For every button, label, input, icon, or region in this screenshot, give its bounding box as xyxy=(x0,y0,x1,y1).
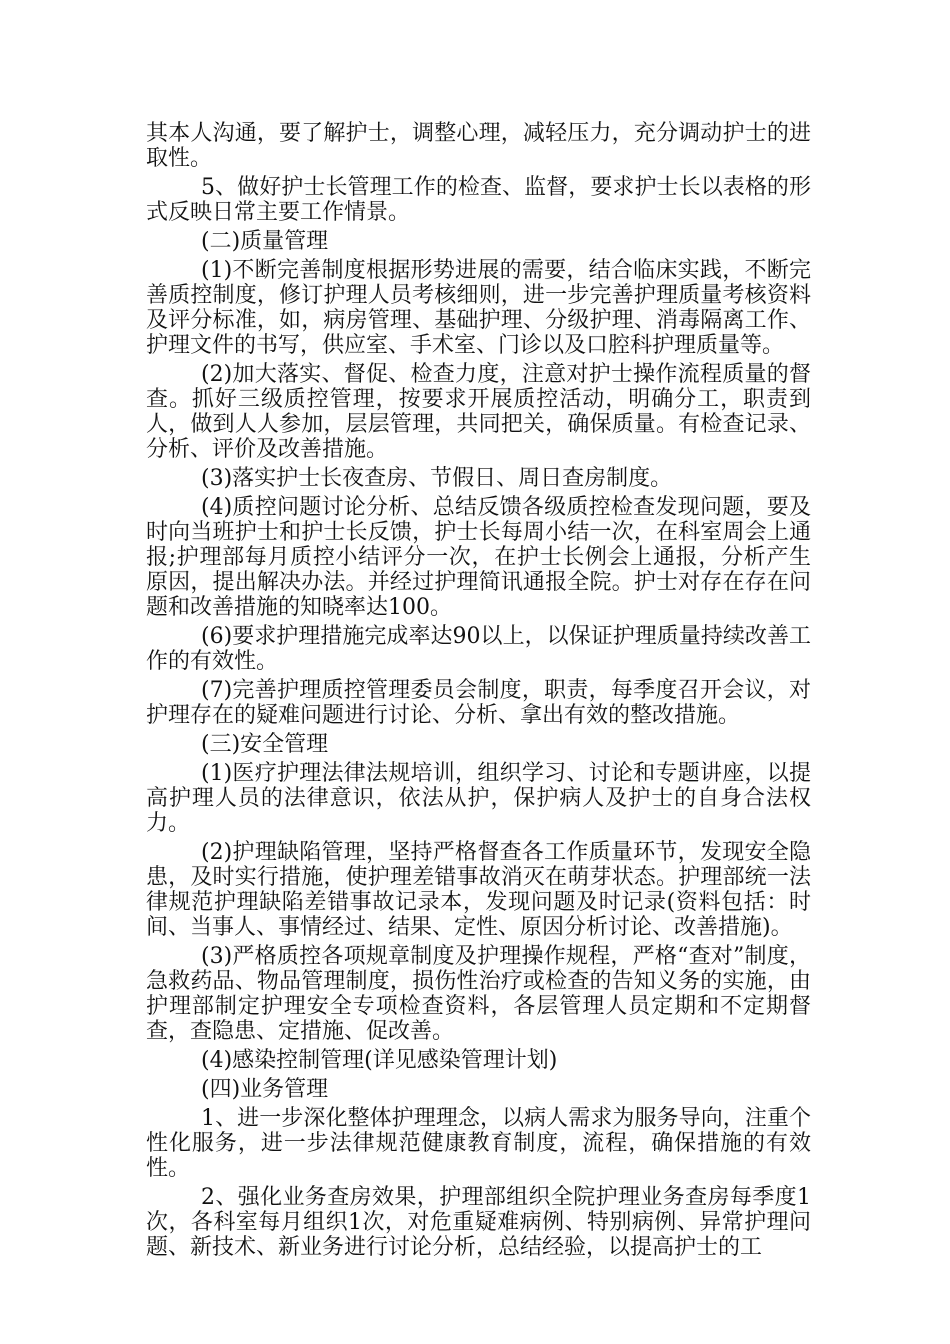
paragraph-1: 其本人沟通，要了解护士，调整心理，减轻压力，充分调动护士的进取性。 xyxy=(146,121,811,171)
paragraph-business-1: 1、进一步深化整体护理理念，以病人需求为服务导向，注重个性化服务，进一步法律规范健康教育制度，流程，确保措施的有效性。 xyxy=(146,1106,811,1181)
paragraph-safety-3: (3)严格质控各项规章制度及护理操作规程，严格“查对”制度，急救药品、物品管理制度，损伤性治疗或检查的告知义务的实施，由护理部制定护理安全专项检查资料，各层管理人员定期和不定期督查，查隐患、定措施、促改善。 xyxy=(146,944,811,1044)
paragraph-safety-1: (1)医疗护理法律法规培训，组织学习、讨论和专题讲座，以提高护理人员的法律意识，依法从护，保护病人及护士的自身合法权力。 xyxy=(146,761,811,836)
paragraph-2: 5、做好护士长管理工作的检查、监督，要求护士长以表格的形式反映日常主要工作情景。 xyxy=(146,175,811,225)
paragraph-safety-4: (4)感染控制管理(详见感染管理计划) xyxy=(201,1048,558,1073)
paragraph-business-2: 2、强化业务查房效果，护理部组织全院护理业务查房每季度1次，各科室每月组织1次，对危重疑难病例、特别病例、异常护理问题、新技术、新业务进行讨论分析，总结经验，以提高护士的工 xyxy=(146,1185,811,1260)
paragraph-safety-2: (2)护理缺陷管理，坚持严格督查各工作质量环节，发现安全隐患，及时实行措施，使护理差错事故消灭在萌芽状态。护理部统一法律规范护理缺陷差错事故记录本，发现问题及时记录(资料包括：时间、当事人、事情经过、结果、定性、原因分析讨论、改善措施)。 xyxy=(146,840,811,940)
paragraph-quality-4: (4)质控问题讨论分析、总结反馈各级质控检查发现问题，要及时向当班护士和护士长反馈，护士长每周小结一次，在科室周会上通报;护理部每月质控小结评分一次，在护士长例会上通报，分析产生原因，提出解决办法。并经过护理简讯通报全院。护士对存在存在问题和改善措施的知晓率达100。 xyxy=(146,495,811,620)
section-heading-quality: (二)质量管理 xyxy=(201,229,329,254)
paragraph-quality-7: (7)完善护理质控管理委员会制度，职责，每季度召开会议，对护理存在的疑难问题进行讨论、分析、拿出有效的整改措施。 xyxy=(146,678,811,728)
paragraph-quality-3: (3)落实护士长夜查房、节假日、周日查房制度。 xyxy=(201,466,673,491)
paragraph-quality-1: (1)不断完善制度根据形势进展的需要，结合临床实践，不断完善质控制度，修订护理人员考核细则，进一步完善护理质量考核资料及评分标准，如，病房管理、基础护理、分级护理、消毒隔离工作、护理文件的书写，供应室、手术室、门诊以及口腔科护理质量等。 xyxy=(146,258,811,358)
section-heading-safety: (三)安全管理 xyxy=(201,732,329,757)
paragraph-quality-2: (2)加大落实、督促、检查力度，注意对护士操作流程质量的督查。抓好三级质控管理，按要求开展质控活动，明确分工，职责到人，做到人人参加，层层管理，共同把关，确保质量。有检查记录、分析、评价及改善措施。 xyxy=(146,362,811,462)
document-page xyxy=(146,121,811,1264)
section-heading-business: (四)业务管理 xyxy=(201,1077,329,1102)
paragraph-quality-6: (6)要求护理措施完成率达90以上，以保证护理质量持续改善工作的有效性。 xyxy=(146,624,811,674)
